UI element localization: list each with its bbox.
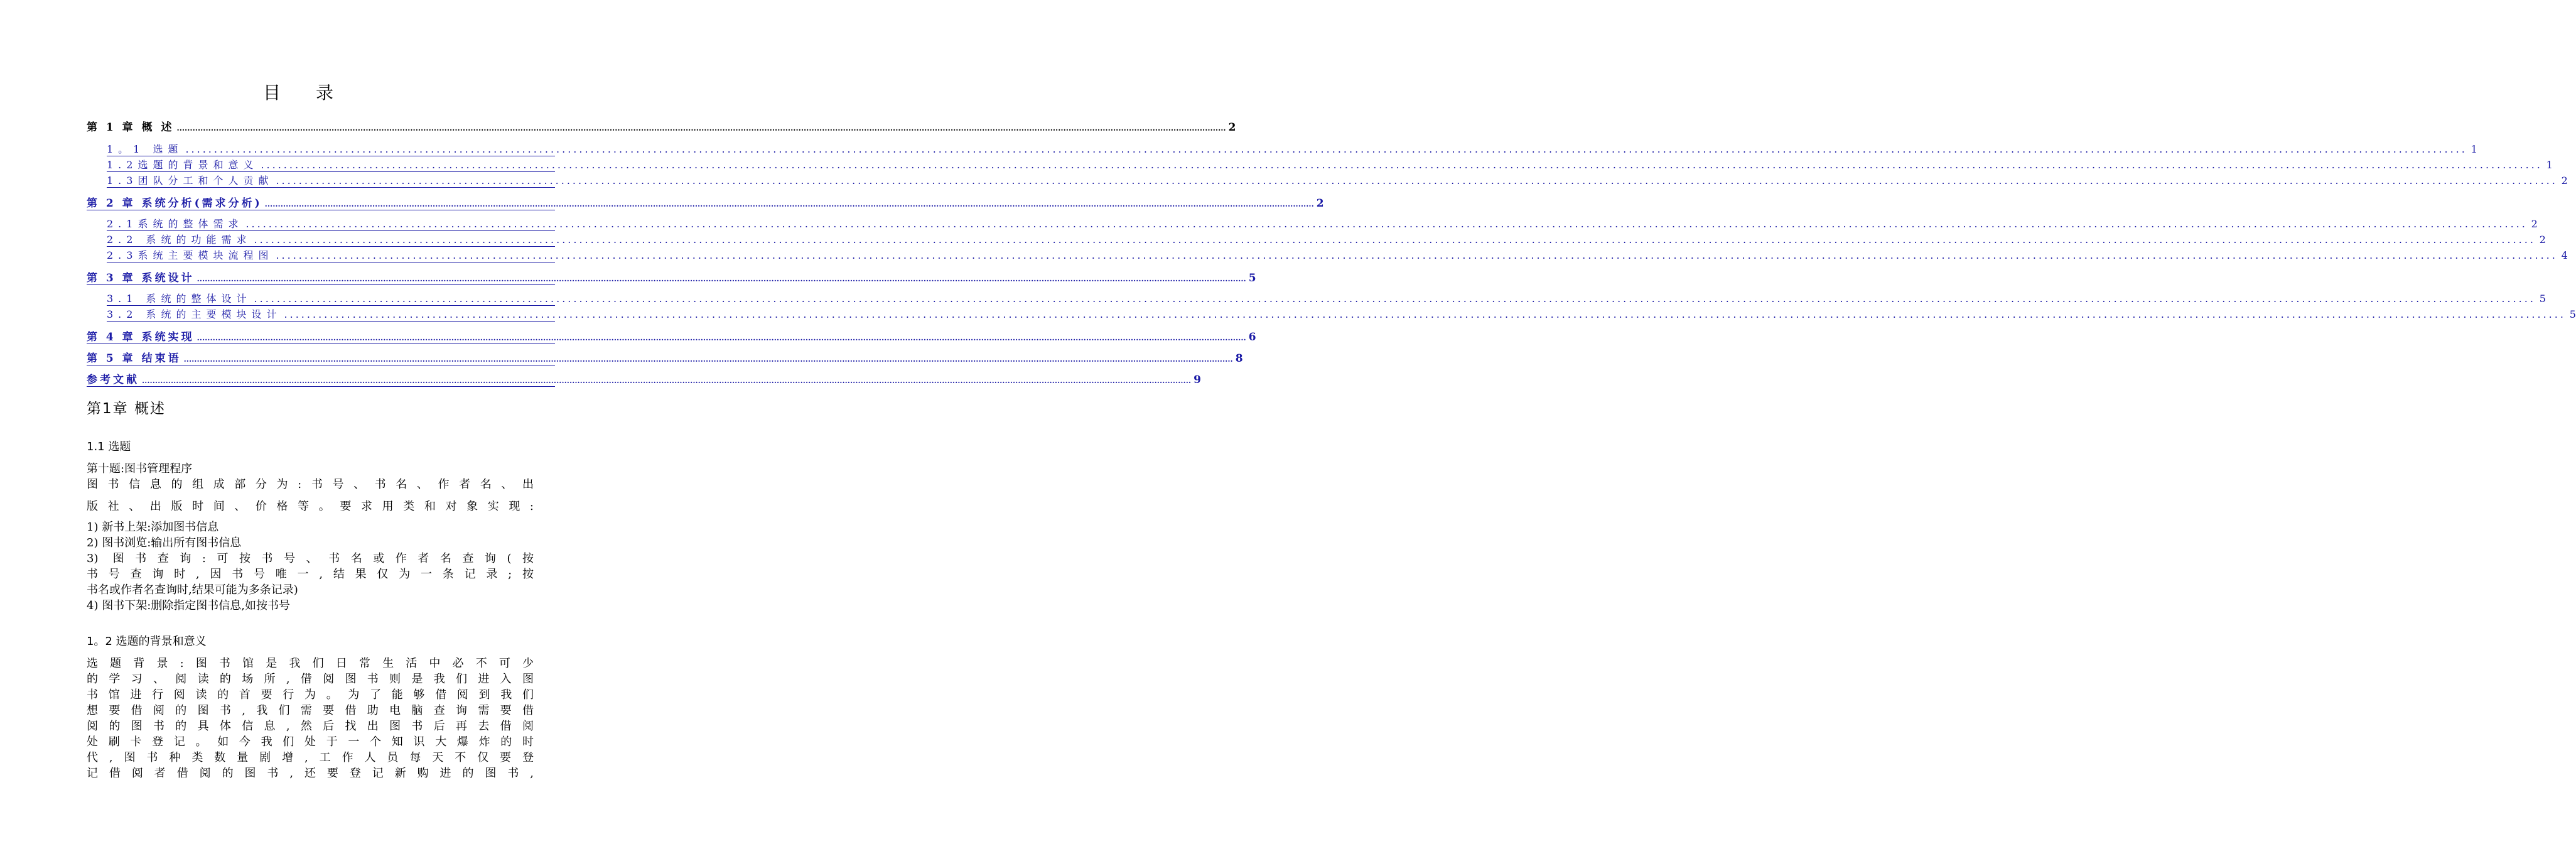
toc-section-entry[interactable]: [107, 216, 2538, 231]
toc-page-number: 6: [1248, 331, 1259, 344]
toc-section-entry[interactable]: [107, 232, 2546, 247]
text-line: 书号查询时,因书号唯一,结果仅为一条记录;按: [87, 568, 534, 581]
text-line: 书馆进行阅读的首要行为。为了能够借阅到我们: [87, 688, 534, 701]
toc-page-number: 5: [2539, 293, 2546, 305]
text-line: 3) 图书查询:可按书号、书名或作者名查询(按: [87, 552, 534, 565]
toc-entry-label: 3.1 系统的整体设计: [107, 293, 252, 305]
toc-entry-label: 第 4 章 系统实现: [87, 331, 195, 344]
toc-entry-label: 1.2选题的背景和意义: [107, 159, 259, 171]
text-line: 想要借阅的图书,我们需要借助电脑查询需要借: [87, 704, 534, 717]
toc-entry-label: 2.1系统的整体需求: [107, 218, 244, 230]
section-heading-1-2: 1。2 选题的背景和意义: [87, 635, 207, 648]
text-line: 图书信息的组成部分为:书号、书名、作者名、出: [87, 478, 534, 491]
text-line: 4) 图书下架:删除指定图书信息,如按书号: [87, 599, 290, 612]
toc-dot-leader: ................................................................................................................................................................................................................................................................................................................................................................................................................: [254, 293, 2536, 305]
toc-dot-leader: ................................................................................................................................................................................................................................................................................................................................................................................................................: [261, 159, 2543, 171]
text-line: 记借阅者借阅的图书,还要登记新购进的图书,: [87, 767, 534, 780]
toc-title: 目录: [262, 82, 369, 103]
toc-dot-leader: ................................................................................................................................................................................................................................................................................................................................................................................................................: [197, 333, 1246, 342]
toc-entry-label: 第 1 章 概 述: [87, 121, 175, 134]
toc-page-number: 1: [2546, 159, 2553, 171]
toc-dot-leader: ................................................................................................................................................................................................................................................................................................................................................................................................................: [276, 249, 2558, 261]
toc-page-number: 8: [1235, 352, 1246, 365]
toc-section-entry[interactable]: [107, 291, 2546, 306]
toc-dot-leader: ................................................................................................................................................................................................................................................................................................................................................................................................................: [176, 124, 1226, 133]
toc-entry-label: 2.2 系统的功能需求: [107, 234, 252, 246]
toc-dot-leader: ................................................................................................................................................................................................................................................................................................................................................................................................................: [197, 274, 1246, 283]
toc-page-number: 5: [2569, 308, 2576, 320]
toc-chapter-entry[interactable]: [87, 194, 1327, 210]
toc-section-entry[interactable]: [107, 157, 2553, 172]
toc-dot-leader: ................................................................................................................................................................................................................................................................................................................................................................................................................: [284, 308, 2566, 320]
toc-page-number: 5: [1248, 272, 1259, 284]
toc-entry-label: 1。1 选题: [107, 143, 183, 155]
toc-section-entry[interactable]: [107, 173, 2568, 188]
toc-page-number: 4: [2561, 249, 2568, 261]
toc-entry-label: 第 3 章 系统设计: [87, 272, 195, 284]
section-1-2-body: [87, 656, 534, 781]
toc-dot-leader: ................................................................................................................................................................................................................................................................................................................................................................................................................: [142, 376, 1192, 385]
toc-page-number: 1: [2471, 143, 2477, 155]
text-line: 版社、出版时间、价格等。要求用类和对象实现:: [87, 500, 534, 513]
text-line: 书名或作者名查询时,结果可能为多条记录): [87, 583, 298, 597]
toc-page-number: 2: [1316, 197, 1327, 210]
toc-chapter-entry[interactable]: [87, 349, 1246, 365]
toc-entry-label: 第 5 章 结束语: [87, 352, 181, 365]
toc-page-number: 9: [1194, 374, 1204, 386]
text-line: 阅的图书的具体信息,然后找出图书后再去借阅: [87, 720, 534, 733]
toc-chapter-entry[interactable]: [87, 269, 1259, 285]
text-line: 代,图书种类数量剧增,工作人员每天不仅要登: [87, 751, 534, 764]
toc-dot-leader: ................................................................................................................................................................................................................................................................................................................................................................................................................: [183, 355, 1233, 364]
toc-page-number: 2: [1228, 121, 1239, 134]
toc-chapter-entry[interactable]: [87, 328, 1259, 344]
toc-chapter-entry: [87, 118, 1239, 134]
toc-dot-leader: ................................................................................................................................................................................................................................................................................................................................................................................................................: [254, 234, 2536, 246]
toc-section-entry[interactable]: [107, 247, 2568, 262]
text-line: 的学习、阅读的场所,借阅图书则是我们进入图: [87, 673, 534, 686]
text-line: 2) 图书浏览:输出所有图书信息: [87, 536, 242, 549]
chapter-heading: 第1章 概述: [87, 401, 166, 417]
text-line: 处刷卡登记。如今我们处于一个知识大爆炸的时: [87, 735, 534, 749]
toc-entry-label: 参考文献: [87, 374, 139, 386]
toc-entry-label: 3.2 系统的主要模块设计: [107, 308, 282, 320]
toc-page-number: 2: [2531, 218, 2538, 230]
toc-section-entry[interactable]: [107, 141, 2477, 156]
toc-dot-leader: ................................................................................................................................................................................................................................................................................................................................................................................................................: [264, 200, 1314, 208]
toc-section-entry[interactable]: [107, 306, 2576, 322]
section-heading-1-1: 1.1 选题: [87, 440, 131, 453]
toc-page-number: 2: [2539, 234, 2546, 246]
toc-entry-label: 2.3系统主要模块流程图: [107, 249, 274, 261]
toc-page-number: 2: [2561, 175, 2568, 187]
section-1-1-body: [87, 461, 534, 614]
text-line: 选题背景:图书馆是我们日常生活中必不可少: [87, 657, 534, 670]
toc-dot-leader: ................................................................................................................................................................................................................................................................................................................................................................................................................: [276, 175, 2558, 187]
text-line: 第十题:图书管理程序: [87, 462, 193, 475]
toc-chapter-entry[interactable]: [87, 371, 1204, 387]
toc-dot-leader: ................................................................................................................................................................................................................................................................................................................................................................................................................: [245, 218, 2528, 230]
toc-entry-label: 1.3团队分工和个人贡献: [107, 175, 274, 187]
toc-entry-label: 第 2 章 系统分析(需求分析): [87, 197, 262, 210]
toc-dot-leader: ................................................................................................................................................................................................................................................................................................................................................................................................................: [185, 143, 2467, 155]
text-line: 1) 新书上架:添加图书信息: [87, 521, 219, 534]
